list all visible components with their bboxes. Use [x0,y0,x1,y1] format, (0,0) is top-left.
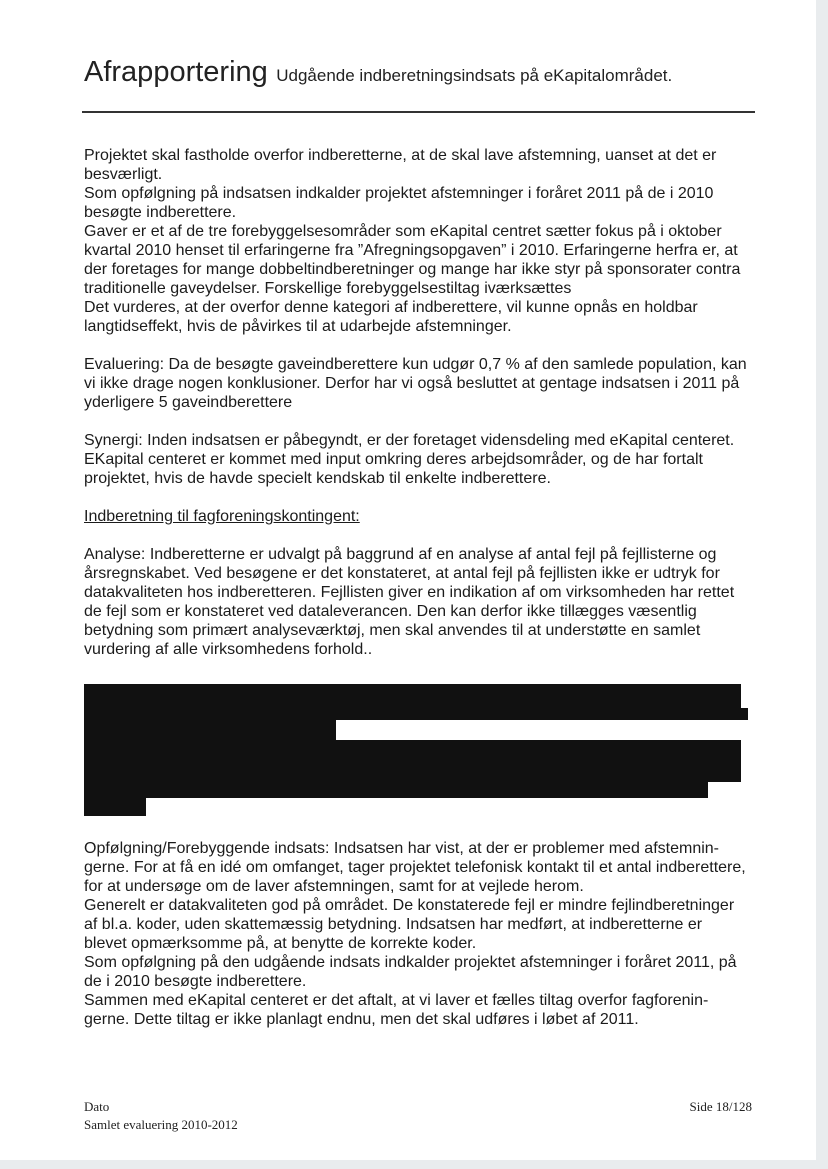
document-body [84,146,748,1029]
paragraph: Gaver er et af de tre forebyggelsesområder som eKapital centret sætter fokus på i oktober kvartal 2010 henset til erfaringerne fra ”Afregningsopgaven” i 2010. Erfaringerne herfra er, at der foretages for mange dobbeltindberetninger og mange har ikke styr på sponsorater contra traditionelle gaveydelser. Forskellige forebyggelsestiltag iværksættes [84,223,741,297]
page-number: Side 18/128 [689,1099,752,1114]
redaction-block [84,796,146,816]
page-subtitle: Udgående indberetningsindsats på eKapitalområdet. [276,66,673,85]
footer-doc-title: Samlet evaluering 2010-2012 [84,1117,238,1132]
header-rule [82,111,755,113]
paragraph-evaluering: Evaluering: Da de besøgte gaveindberettere kun udgør 0,7 % af den samlede population, kan vi ikke drage nogen konklusioner. Derfor har vi også besluttet at gentage indsatsen i 2011 på yderligere 5 gaveindberettere [84,356,747,411]
paragraph-analyse: Analyse: Indberetterne er udvalgt på baggrund af en analyse af antal fejl på fejllisterne og årsregnskabet. Ved besøgene er det konstateret, at antal fejl på fejllisten ikke er udtryk for datakvaliteten hos indberetteren. Fejllisten giver en indikation af om virksomheden har rettet de fejl som er konstateret ved dataleverancen. Den kan derfor ikke tillægges væsentlig betydning som primært analyseværktøj, men skal anvendes til at understøtte en samlet vurdering af alle virksomhedens forhold.. [84,546,735,658]
page-header [84,56,672,89]
paragraph: Opfølgning/Forebyggende indsats: Indsatsen har vist, at der er problemer med afstemningerne. For at få en idé om omfanget, tager projektet telefonisk kontakt til et antal indberettere, for at undersøge om de laver afstemningen, samt for at vejlede herom. [84,840,746,895]
redaction-block [84,780,708,798]
footer-date-label: Dato [84,1099,110,1114]
redaction-block [84,740,741,782]
paragraph: Som opfølgning på indsatsen indkalder projektet afstemninger i foråret 2011 på de i 2010 besøgte indberettere. [84,185,714,221]
paragraph: Som opfølgning på den udgående indsats indkalder projektet afstemninger i foråret 2011, på de i 2010 besøgte indberettere. [84,954,737,990]
paragraph: Projektet skal fastholde overfor indberetterne, at de skal lave afstemning, uanset at det er besværligt. [84,147,717,183]
paragraph: Sammen med eKapital centeret er det aftalt, at vi laver et fælles tiltag overfor fagforeningerne. Dette tiltag er ikke planlagt endnu, men det skal udføres i løbet af 2011. [84,992,709,1028]
paragraph: Det vurderes, at der overfor denne kategori af indberettere, vil kunne opnås en holdbar langtidseffekt, hvis de påvirkes til at udarbejde afstemninger. [84,299,698,335]
paragraph: Generelt er datakvaliteten god på området. De konstaterede fejl er mindre fejlindberetninger af bl.a. koder, uden skattemæssig betydning. Indsatsen har medført, at indberetterne er blevet opmærksomme på, at benytte de korrekte koder. [84,897,735,952]
page-title: Afrapportering [84,56,268,88]
section-heading: Indberetning til fagforeningskontingent: [84,508,360,525]
paragraph-synergi: Synergi: Inden indsatsen er påbegyndt, er der foretaget vidensdeling med eKapital centeret. EKapital centeret er kommet med input omkring deres arbejdsområder, og de har fortalt projektet, hvis de havde specielt kendskab til enkelte indberettere. [84,432,735,487]
